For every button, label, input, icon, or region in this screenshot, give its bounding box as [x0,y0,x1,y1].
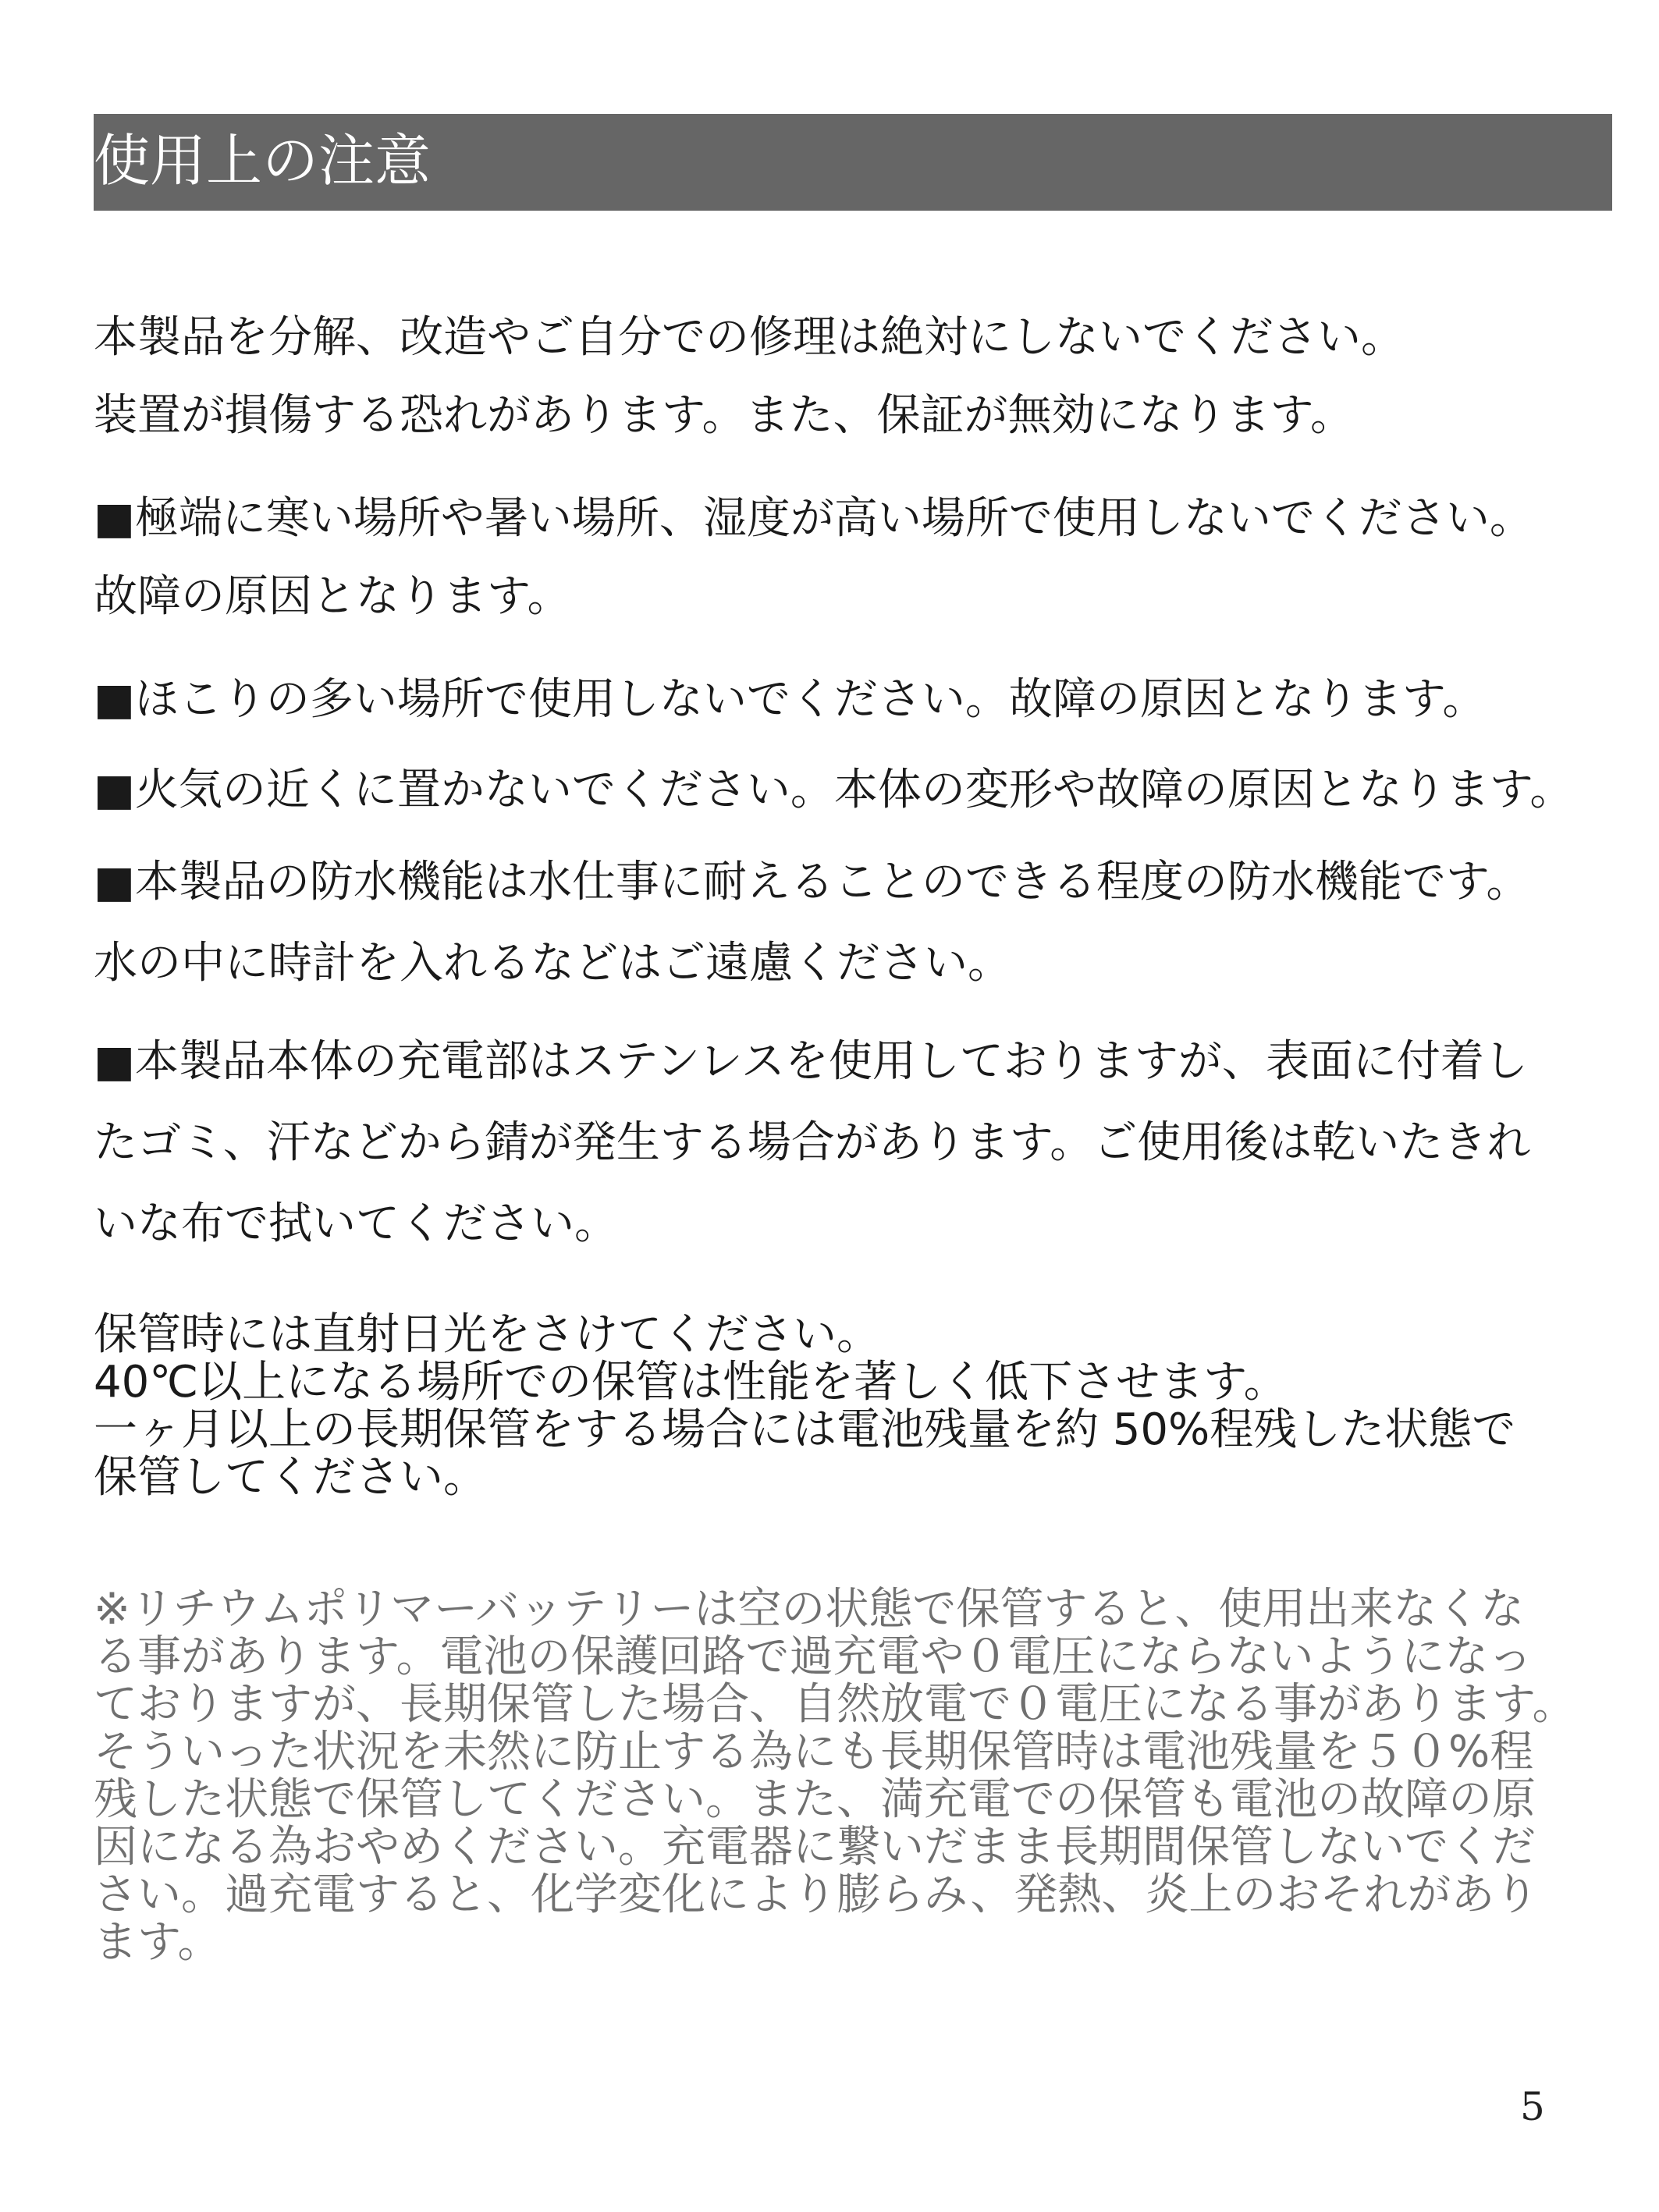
warning-line: ■火気の近くに置かないでください。本体の変形や故障の原因となります。 [94,765,1574,815]
battery-note-section [94,1585,1623,1966]
warning-line: 故障の原因となります。 [94,571,571,622]
warning-line: ■ほこりの多い場所で使用しないでください。故障の原因となります。 [94,674,1487,725]
warning-line: いな布で拭いてください。 [94,1198,618,1249]
warning-line: 水の中に時計を入れるなどはご遠慮ください。 [94,938,1011,989]
battery-note-line: 残した状態で保管してください。また、満充電での保管も電池の故障の原 [94,1776,1536,1823]
battery-note-line: 因になる為おやめください。充電器に繋いだまま長期間保管しないでくだ [94,1823,1536,1871]
battery-note-line: る事があります。電池の保護回路で過充電や０電圧にならないようになっ [94,1633,1533,1681]
section-title-bar [94,114,1612,211]
warning-line: ■極端に寒い場所や暑い場所、湿度が高い場所で使用しないでください。 [94,493,1533,544]
storage-section [94,1311,1623,1501]
warning-line: ■本製品本体の充電部はステンレスを使用しておりますが、表面に付着し [94,1036,1528,1087]
battery-note-line: さい。過充電すると、化学変化により膨らみ、発熱、炎上のおそれがあり [94,1871,1539,1919]
storage-line: 40℃以上になる場所での保管は性能を著しく低下させます。 [94,1358,1288,1406]
storage-line: 保管してください。 [94,1454,487,1501]
warning-line: ■本製品の防水機能は水仕事に耐えることのできる程度の防水機能です。 [94,857,1530,907]
battery-note-line: ておりますが、長期保管した場合、自然放電で０電圧になる事があります。 [94,1681,1576,1728]
warning-line: 装置が損傷する恐れがあります。また、保証が無効になります。 [94,390,1355,441]
battery-note-line: そういった状況を未然に防止する為にも長期保管時は電池残量を５０%程 [94,1728,1534,1776]
storage-line: 保管時には直射日光をさけてください。 [94,1311,880,1358]
section-title: 使用上の注意 [94,128,432,194]
warning-line: 本製品を分解、改造やご自分での修理は絶対にしないでください。 [94,312,1405,363]
battery-note-line: ます。 [94,1919,222,1966]
storage-line: 一ヶ月以上の長期保管をする場合には電池残量を約 50%程残した状態で [94,1406,1516,1454]
battery-note-line: ※リチウムポリマーバッテリーは空の状態で保管すると、使用出来なくな [94,1585,1525,1633]
page-number: 5 [1520,2084,1545,2129]
warning-line: たゴミ、汗などから錆が発生する場合があります。ご使用後は乾いたきれ [94,1117,1531,1168]
